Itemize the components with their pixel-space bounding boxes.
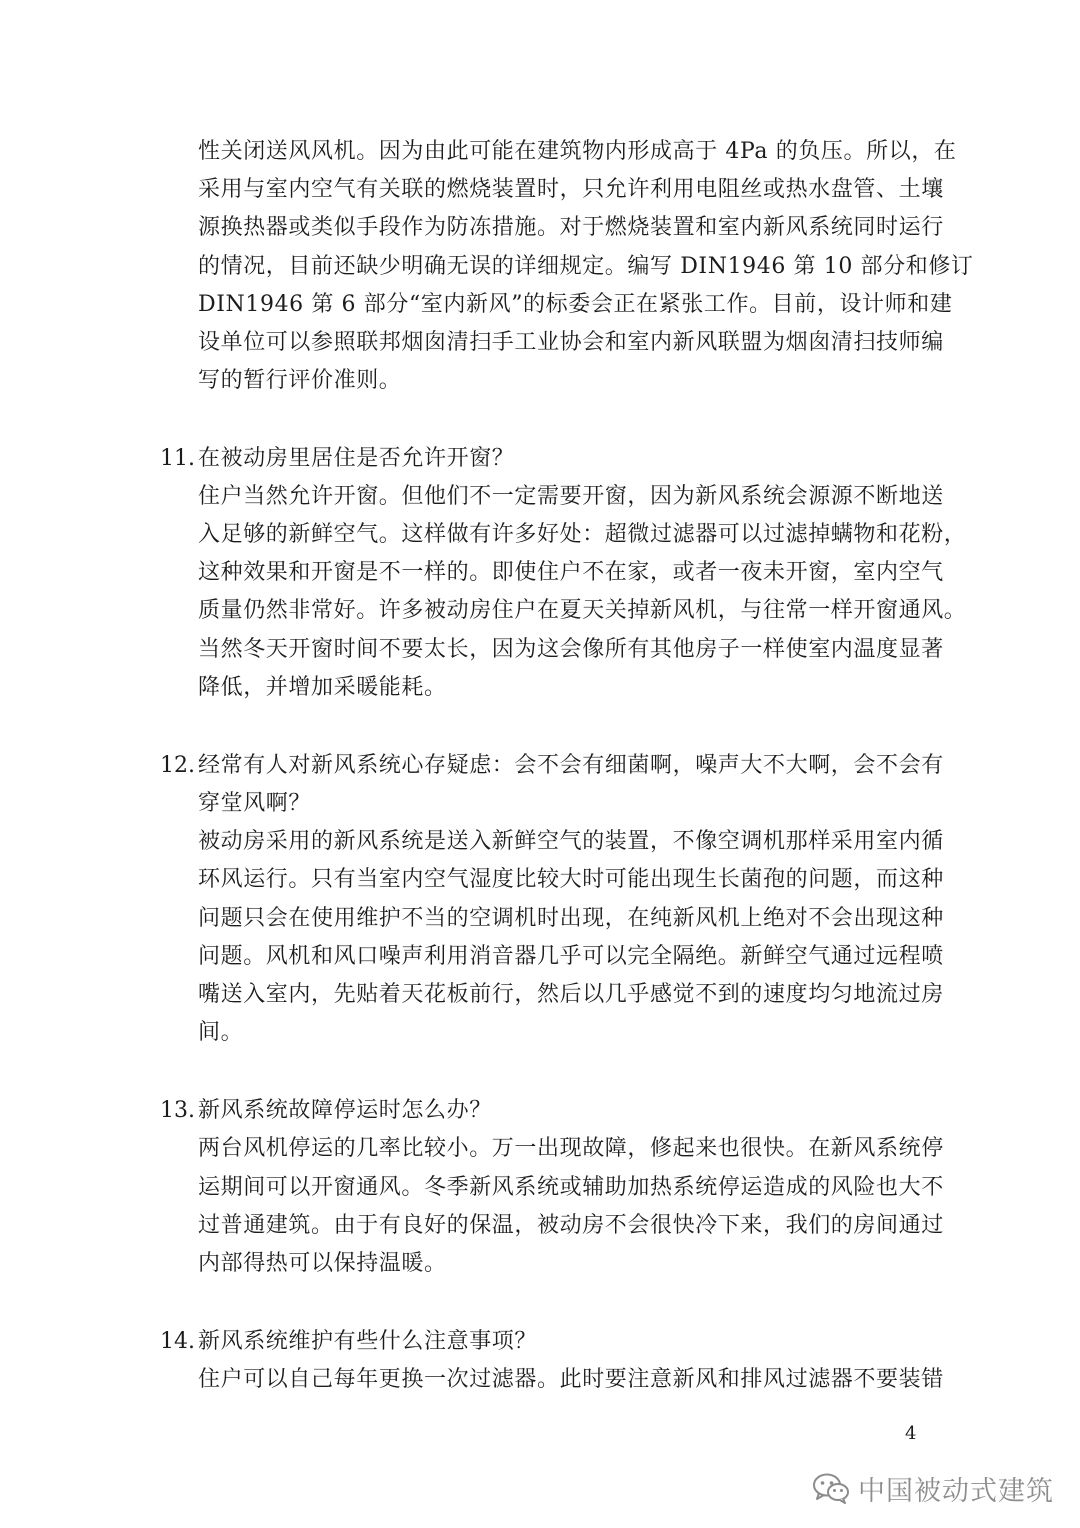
text-line: 采用与室内空气有关联的燃烧装置时，只允许利用电阻丝或热水盘管、土壤 <box>198 177 944 202</box>
question-text: 经常有人对新风系统心存疑虑：会不会有细菌啊，噪声大不大啊，会不会有 <box>198 753 944 778</box>
question-text: 新风系统维护有些什么注意事项？ <box>198 1329 538 1354</box>
answer-line: 降低，并增加采暖能耗。 <box>198 675 447 700</box>
wechat-icon <box>812 1472 850 1504</box>
answer-line: 间。 <box>198 1020 244 1045</box>
page-number: 4 <box>905 1423 917 1444</box>
question-number: 12. <box>160 753 195 778</box>
answer-line: 当然冬天开窗时间不要太长，因为这会像所有其他房子一样使室内温度显著 <box>198 637 944 662</box>
text-line: 源换热器或类似手段作为防冻措施。对于燃烧装置和室内新风系统同时运行 <box>198 215 944 240</box>
answer-line: 内部得热可以保持温暖。 <box>198 1251 447 1276</box>
text-line: 性关闭送风风机。因为由此可能在建筑物内形成高于 4Pa 的负压。所以，在 <box>198 139 957 164</box>
question-number: 11. <box>160 446 195 471</box>
answer-line: 入足够的新鲜空气。这样做有许多好处：超微过滤器可以过滤掉螨物和花粉， <box>198 522 967 547</box>
answer-line: 运期间可以开窗通风。冬季新风系统或辅助加热系统停运造成的风险也大不 <box>198 1175 944 1200</box>
answer-line: 住户可以自己每年更换一次过滤器。此时要注意新风和排风过滤器不要装错 <box>198 1367 944 1392</box>
answer-line: 问题只会在使用维护不当的空调机时出现，在纯新风机上绝对不会出现这种 <box>198 906 944 931</box>
answer-line: 嘴送入室内，先贴着天花板前行，然后以几乎感觉不到的速度均匀地流过房 <box>198 982 944 1007</box>
answer-line: 两台风机停运的几率比较小。万一出现故障，修起来也很快。在新风系统停 <box>198 1136 944 1161</box>
question-number: 13. <box>160 1098 195 1123</box>
answer-line: 质量仍然非常好。许多被动房住户在夏天关掉新风机，与往常一样开窗通风。 <box>198 598 967 623</box>
question-number: 14. <box>160 1329 195 1354</box>
watermark <box>812 1468 1054 1508</box>
question-text: 新风系统故障停运时怎么办？ <box>198 1098 492 1123</box>
text-line: 的情况，目前还缺少明确无误的详细规定。编写 DIN1946 第 10 部分和修订 <box>198 254 974 279</box>
answer-line: 住户当然允许开窗。但他们不一定需要开窗，因为新风系统会源源不断地送 <box>198 484 944 509</box>
text-line: 写的暂行评价准则。 <box>198 368 402 393</box>
question-text: 在被动房里居住是否允许开窗？ <box>198 446 515 471</box>
text-line: 设单位可以参照联邦烟囱清扫手工业协会和室内新风联盟为烟囱清扫技师编 <box>198 330 944 355</box>
answer-line: 过普通建筑。由于有良好的保温，被动房不会很快冷下来，我们的房间通过 <box>198 1213 944 1238</box>
answer-line: 被动房采用的新风系统是送入新鲜空气的装置，不像空调机那样采用室内循 <box>198 829 944 854</box>
question-text: 穿堂风啊？ <box>198 791 312 816</box>
watermark-text: 中国被动式建筑 <box>858 1475 1054 1507</box>
answer-line: 环风运行。只有当室内空气湿度比较大时可能出现生长菌孢的问题，而这种 <box>198 867 944 892</box>
text-line: DIN1946 第 6 部分“室内新风”的标委会正在紧张工作。目前，设计师和建 <box>198 292 953 317</box>
answer-line: 问题。风机和风口噪声利用消音器几乎可以完全隔绝。新鲜空气通过远程喷 <box>198 944 944 969</box>
answer-line: 这种效果和开窗是不一样的。即使住户不在家，或者一夜未开窗，室内空气 <box>198 560 944 585</box>
